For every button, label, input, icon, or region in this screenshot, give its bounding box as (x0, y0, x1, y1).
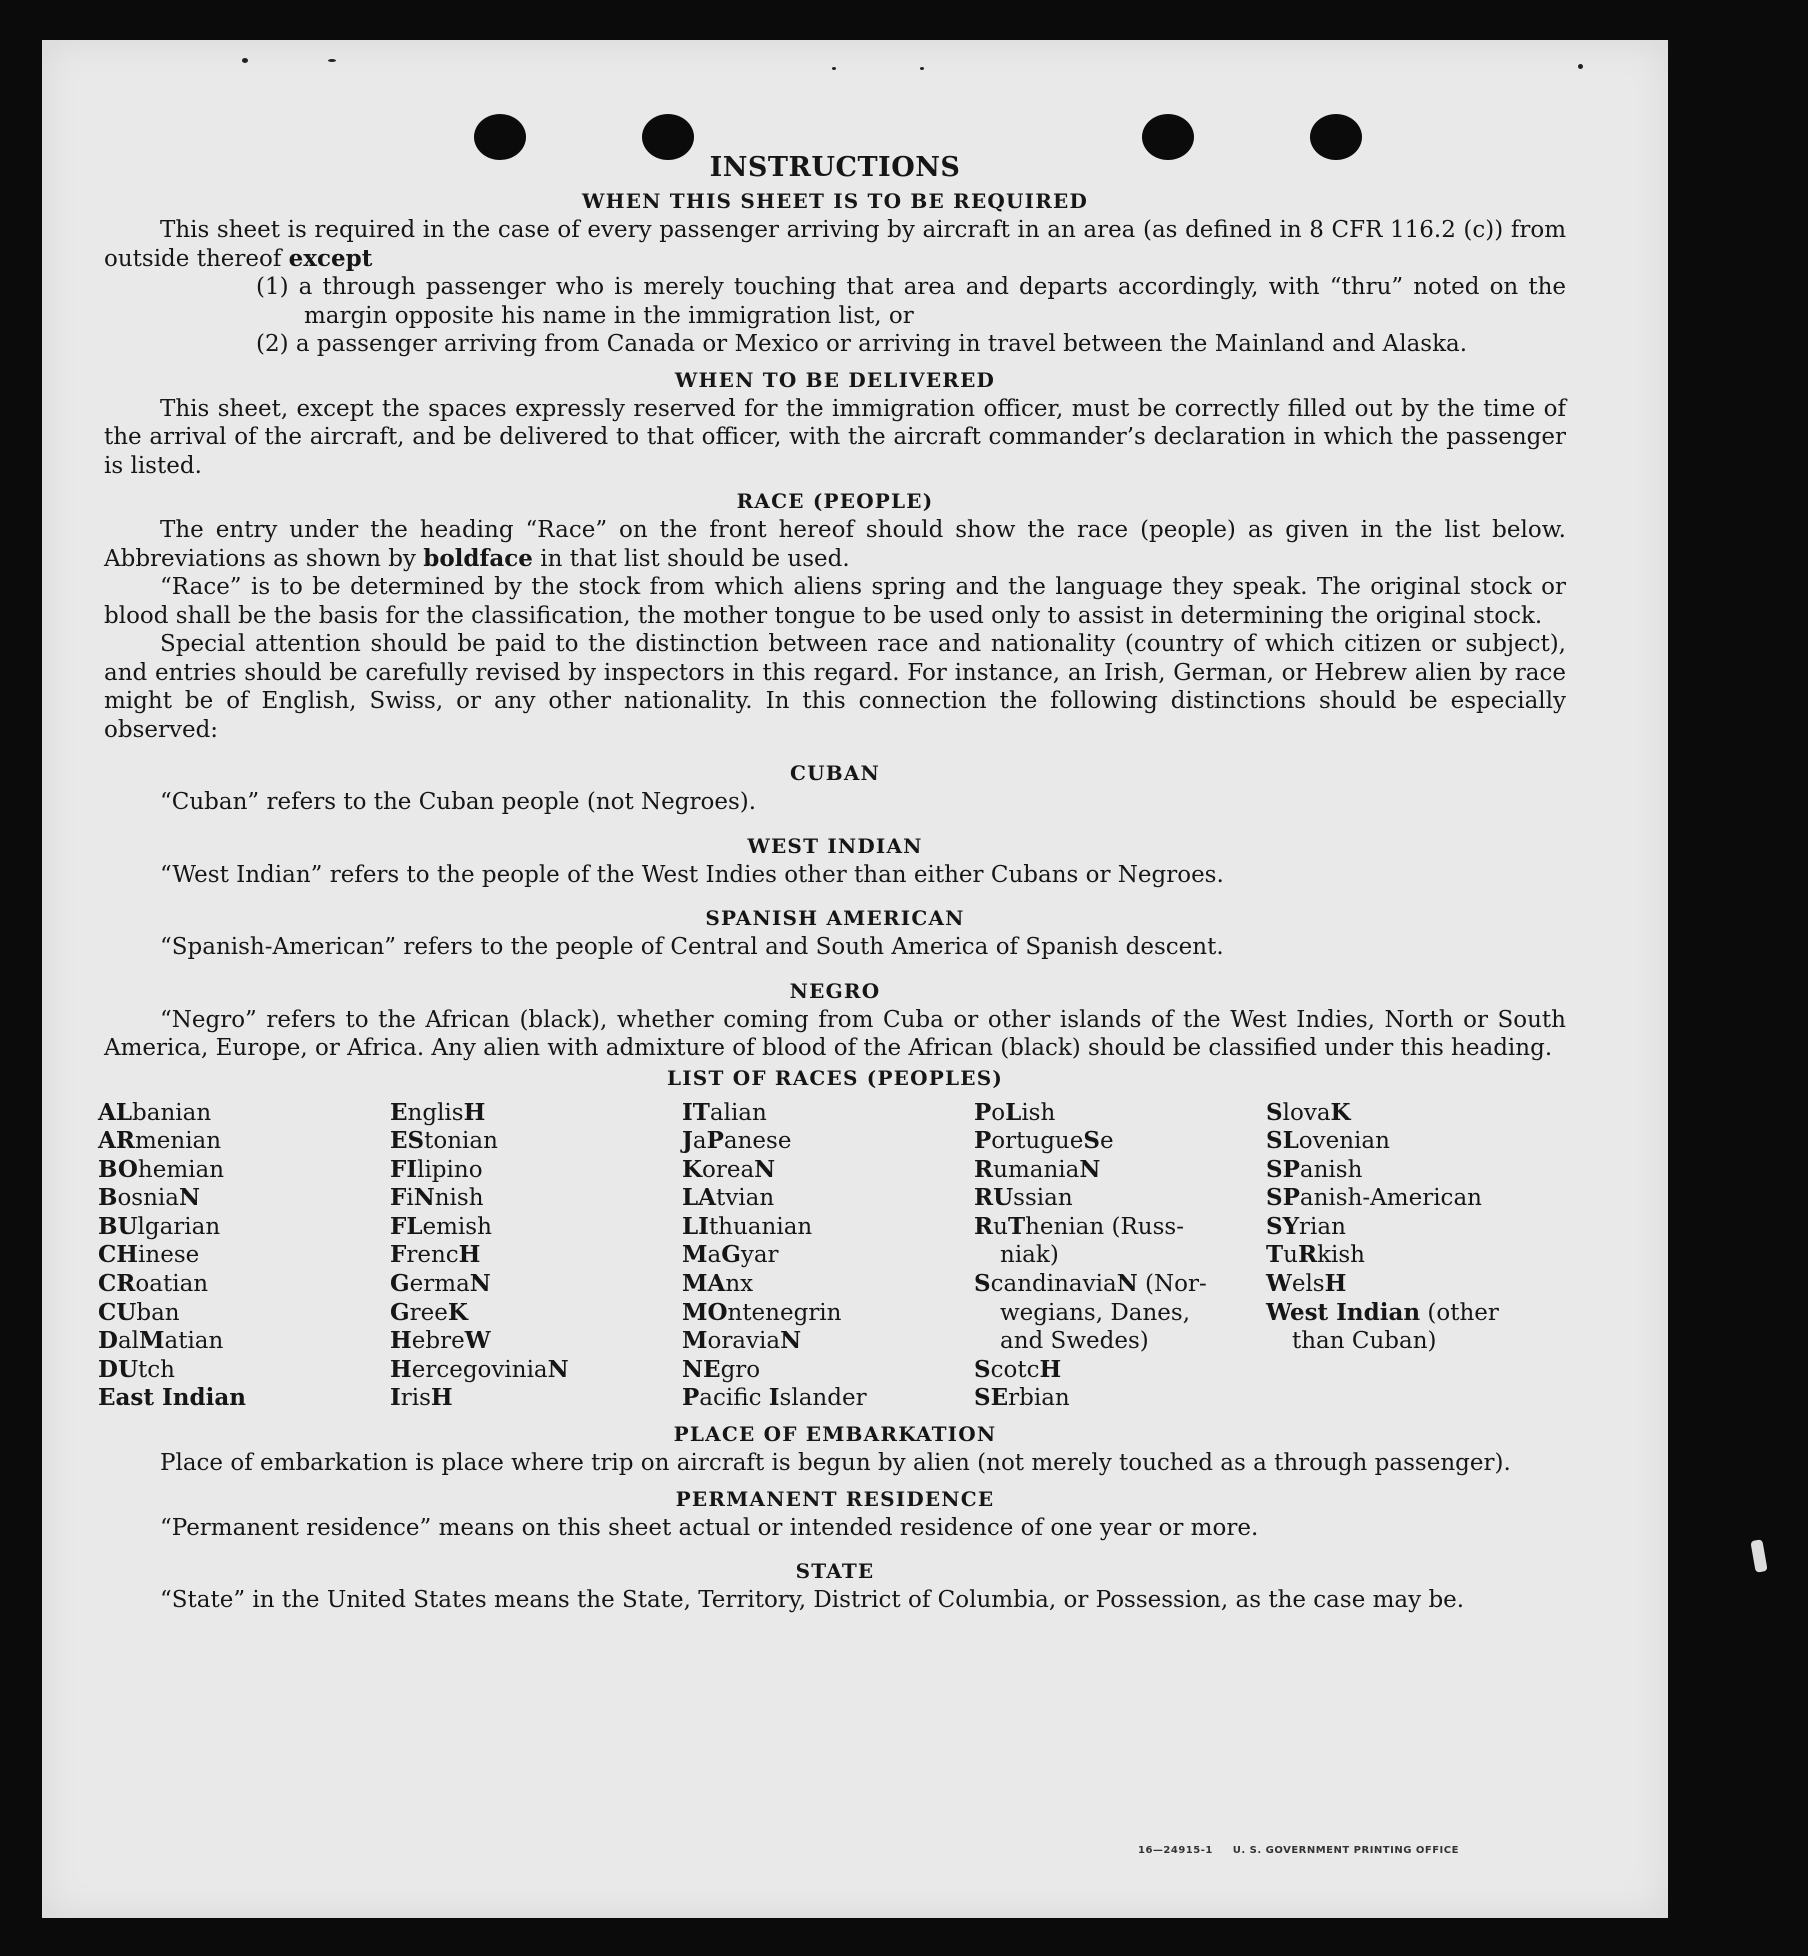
race-entry: EStonian (390, 1127, 498, 1155)
heading-state: STATE (795, 1559, 875, 1584)
race-entry-continuation: and Swedes) (1000, 1328, 1149, 1355)
speck (242, 58, 248, 63)
race-entry: SPanish-American (1266, 1184, 1482, 1212)
speck (920, 67, 924, 70)
heading-cuban: CUBAN (789, 761, 881, 785)
race-entry: IrisH (390, 1384, 453, 1412)
race-entry: ScandinaviaN (Nor- (974, 1270, 1207, 1298)
race-paragraph-1: The entry under the heading “Race” on the front hereof should show the race (people) as given in the list below. Abbreviations as shown by boldface in that list should be used. (104, 517, 1566, 572)
race-entry: GermaN (390, 1270, 491, 1298)
race-entry: HercegoviniaN (390, 1355, 569, 1383)
heading-race: RACE (PEOPLE) (736, 489, 934, 513)
form-code: 16—24915-1 (1138, 1845, 1213, 1856)
race-entry: FLemish (390, 1212, 492, 1240)
race-entry: MAnx (682, 1270, 754, 1298)
race-entry-continuation: than Cuban) (1292, 1328, 1437, 1355)
race-entry-continuation: wegians, Danes, (1000, 1299, 1191, 1326)
permanent-residence-text: “Permanent residence” means on this sheet actual or intended residence of one year or more. (160, 1514, 1259, 1541)
race-entry: DUtch (98, 1355, 175, 1383)
heading-negro: NEGRO (789, 978, 881, 1003)
document-sheet (42, 40, 1668, 1918)
speck (1578, 64, 1583, 69)
race-entry: SPanish (1266, 1155, 1363, 1183)
race-entry: RuThenian (Russ- (974, 1212, 1184, 1240)
races-column (682, 1099, 974, 1414)
race-entry: NEgro (682, 1355, 761, 1383)
race-entry: MOntenegrin (682, 1298, 842, 1326)
race-entry: CHinese (98, 1241, 200, 1269)
race-entry: FIlipino (390, 1155, 483, 1183)
race-entry: SErbian (974, 1384, 1070, 1412)
races-column (1266, 1099, 1558, 1414)
place-of-embarkation-text: Place of embarkation is place where trip on aircraft is begun by alien (not merely touched as a through passenger). (160, 1450, 1511, 1477)
race-entry: LIthuanian (682, 1212, 813, 1240)
race-entry: TuRkish (1266, 1241, 1365, 1269)
race-paragraph-2: “Race” is to be determined by the stock from which aliens spring and the language they speak. The original stock or blood shall be the basis for the classification, the mother tongue to be used only to assist in determining the original stock. (104, 574, 1566, 629)
race-paragraph-3: Special attention should be paid to the distinction between race and nationality (country of which citizen or subject), and entries should be carefully revised by inspectors in this regard. For instance, an Irish, German, or Hebrew alien by race might be of English, Swiss, or any other nationality. In this connection the following distinctions should be especially observed: (104, 631, 1566, 743)
negro-text: “Negro” refers to the African (black), whether coming from Cuba or other islands of the West Indies, North or South America, Europe, or Africa. Any alien with admixture of blood of the African (black) should be classified under this heading. (104, 1006, 1566, 1061)
clause-2: (2) a passenger arriving from Canada or Mexico or arriving in travel between the Mainland and Alaska. (256, 331, 1468, 357)
race-entry: LAtvian (682, 1184, 775, 1212)
heading-spanish-american: SPANISH AMERICAN (705, 906, 965, 930)
page-title: INSTRUCTIONS (709, 152, 961, 183)
races-list (98, 1099, 1566, 1414)
race-entry: FiNnish (390, 1184, 484, 1212)
race-entry: DalMatian (98, 1327, 224, 1355)
race-entry: BUlgarian (98, 1212, 221, 1240)
race-entry: ScotcH (974, 1355, 1062, 1383)
race-entry: SLovenian (1266, 1127, 1390, 1155)
race-entry: RumaniaN (974, 1155, 1101, 1183)
heading-west-indian: WEST INDIAN (747, 833, 923, 858)
races-column (974, 1099, 1266, 1414)
speck (832, 67, 836, 70)
race-entry: MaGyar (682, 1241, 779, 1269)
west-indian-text: “West Indian” refers to the people of the West Indies other than either Cubans or Negroes. (160, 861, 1224, 888)
race-entry: GreeK (390, 1298, 468, 1326)
when-required-intro: This sheet is required in the case of every passenger arriving by aircraft in an area (as defined in 8 CFR 116.2 (c)) from outside thereof except (104, 217, 1566, 272)
race-entry: FrencH (390, 1241, 481, 1269)
race-entry: PortugueSe (974, 1127, 1114, 1155)
race-entry: CRoatian (98, 1270, 209, 1298)
race-entry: PoLish (974, 1098, 1056, 1126)
race-entry: East Indian (98, 1384, 246, 1412)
when-delivered-text: This sheet, except the spaces expressly reserved for the immigration officer, must be correctly filled out by the time of the arrival of the aircraft, and be delivered to that officer, with the aircraft commander’s declaration in which the passenger is listed. (104, 395, 1566, 479)
race-entry: SlovaK (1266, 1098, 1351, 1126)
clause-1: (1) a through passenger who is merely touching that area and departs accordingly, with “thru” noted on the margin opposite his name in the immigration list, or (256, 274, 1566, 329)
race-entry: BOhemian (98, 1155, 225, 1183)
race-entry: WelsH (1266, 1270, 1347, 1298)
heading-when-required: WHEN THIS SHEET IS TO BE REQUIRED (581, 189, 1089, 213)
race-entry: HebreW (390, 1327, 491, 1355)
races-column (390, 1099, 682, 1414)
race-entry: Pacific Islander (682, 1384, 867, 1412)
cuban-text: “Cuban” refers to the Cuban people (not Negroes). (160, 789, 757, 815)
instructions-content (98, 150, 1566, 1615)
race-entry: KoreaN (682, 1155, 776, 1183)
race-entry: SYrian (1266, 1212, 1346, 1240)
race-entry: EnglisH (390, 1098, 486, 1126)
race-entry: ALbanian (98, 1098, 212, 1126)
scan-mark (1750, 1539, 1767, 1573)
print-footer (1138, 1845, 1459, 1856)
race-entry-continuation: niak) (1000, 1242, 1059, 1269)
speck (328, 59, 336, 62)
spanish-american-text: “Spanish-American” refers to the people of Central and South America of Spanish descent. (160, 934, 1224, 960)
heading-place-of-embarkation: PLACE OF EMBARKATION (673, 1422, 997, 1447)
heading-when-delivered: WHEN TO BE DELIVERED (674, 367, 996, 392)
race-entry: MoraviaN (682, 1327, 802, 1355)
race-entry: JaPanese (682, 1127, 792, 1155)
heading-permanent-residence: PERMANENT RESIDENCE (675, 1486, 995, 1511)
race-entry: BosniaN (98, 1184, 201, 1212)
race-entry: ITalian (682, 1098, 767, 1126)
state-text: “State” in the United States means the State, Territory, District of Columbia, or Possession, as the case may be. (160, 1587, 1465, 1614)
race-entry: ARmenian (98, 1127, 222, 1155)
races-column (98, 1099, 390, 1414)
heading-list-of-races: LIST OF RACES (PEOPLES) (666, 1065, 1004, 1090)
race-entry: West Indian (other (1266, 1298, 1499, 1326)
printer-name: U. S. GOVERNMENT PRINTING OFFICE (1232, 1845, 1459, 1856)
race-entry: RUssian (974, 1184, 1073, 1212)
race-entry: CUban (98, 1298, 180, 1326)
